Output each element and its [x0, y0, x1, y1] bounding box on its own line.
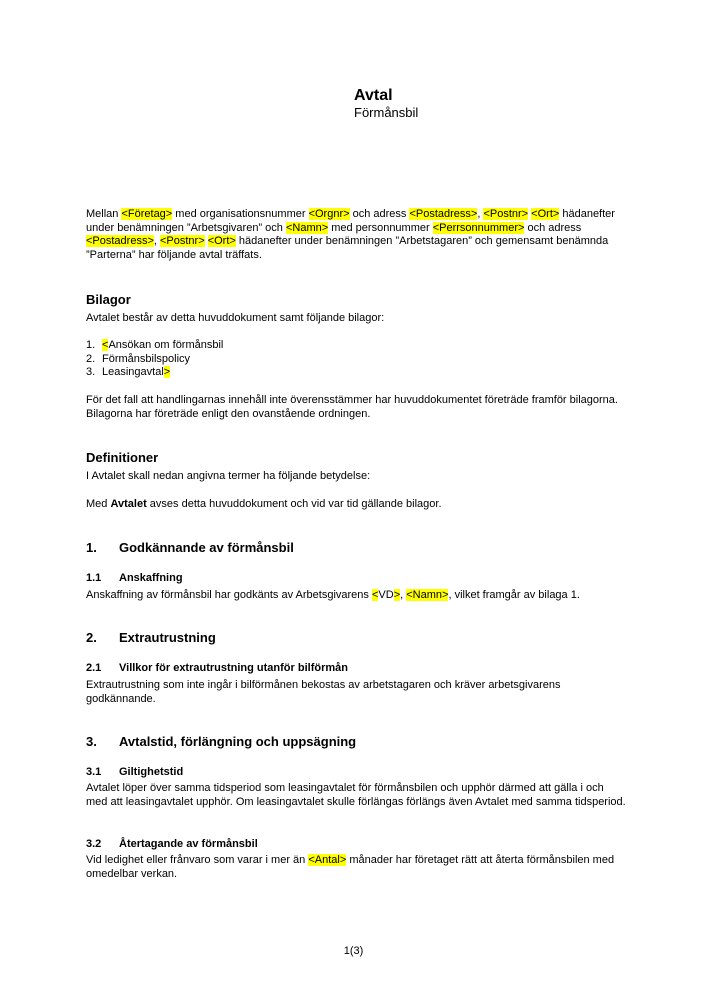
- placeholder-ort: <Ort>: [531, 208, 560, 220]
- definitioner-lead: I Avtalet skall nedan angivna termer ha följande betydelse:: [86, 470, 371, 482]
- section-3-heading: 3. Avtalstid, förlängning och uppsägning: [86, 734, 357, 749]
- bilagor-precedence: För det fall att handlingarnas innehåll inte överensstämmer har huvuddokumentet företräde framför bilagorna. Bilagorna har företräde enligt den ovanstående ordningen.: [86, 394, 618, 420]
- placeholder-namn: <Namn>: [285, 221, 329, 234]
- definition-avtalet: Med Avtalet avses detta huvuddokument och vid var tid gällande bilagor.: [86, 498, 442, 510]
- section-3-2-heading: 3.2 Återtagande av förmånsbil: [86, 838, 258, 850]
- section-2-1-text: Extrautrustning som inte ingår i bilförmånen bekostas av arbetstagaren och kräver arbetsgivarens godkännande.: [86, 679, 561, 705]
- document-subtitle: Förmånsbil: [354, 105, 419, 120]
- definitioner-heading: Definitioner: [86, 450, 159, 465]
- placeholder-postnr: <Postnr>: [160, 235, 205, 248]
- section-2-heading: 2. Extrautrustning: [86, 630, 216, 645]
- placeholder-postnr: <Postnr>: [483, 208, 529, 220]
- list-item: 3. Leasingavtal>: [86, 366, 171, 379]
- placeholder-orgnr: <Orgnr>: [308, 208, 350, 220]
- section-1-1-heading: 1.1 Anskaffning: [86, 572, 183, 584]
- section-3-1-text: Avtalet löper över samma tidsperiod som leasingavtalet för förmånsbilen och upphör därmed att gälla i och med att leasingavtalet upphör. Om leasingavtalet skulle förlängas förlängs även Avtalet med samma tidsperiod.: [86, 782, 626, 808]
- title-block: [354, 86, 418, 121]
- intro-paragraph: Mellan <Företag> med organisationsnummer <Orgnr> och adress <Postadress>, <Postnr> <Ort> hädanefter under benämningen ”Arbetsgivaren” och <Namn> med personnummer <Perrsonnummer> och adress <Postadress>, <Postnr> <Ort> hädanefter under benämningen ”Arbetstagaren” och gemensamt benämnda ”Parterna” har följande avtal träffats.: [86, 208, 615, 261]
- placeholder-personnummer: <Perrsonnummer>: [432, 221, 525, 234]
- section-1-heading: 1. Godkännande av förmånsbil: [86, 540, 294, 555]
- section-3-1-heading: 3.1 Giltighetstid: [86, 766, 184, 778]
- defined-term: Avtalet: [110, 498, 147, 510]
- section-1-1-text: Anskaffning av förmånsbil har godkänts av Arbetsgivarens <VD>, <Namn>, vilket framgår av bilaga 1.: [86, 589, 580, 601]
- document-title: Avtal: [354, 87, 393, 104]
- placeholder-postadress: <Postadress>: [86, 235, 154, 248]
- placeholder-antal: <Antal>: [308, 854, 347, 866]
- list-item: 1. <Ansökan om förmånsbil: [86, 339, 224, 351]
- section-3-2-text: Vid ledighet eller frånvaro som varar i mer än <Antal> månader har företaget rätt att återta förmånsbilen med omedelbar verkan.: [86, 854, 615, 880]
- bilagor-lead: Avtalet består av detta huvuddokument samt följande bilagor:: [86, 312, 385, 324]
- placeholder-ort: <Ort>: [207, 235, 236, 248]
- bilagor-heading: Bilagor: [86, 292, 131, 307]
- placeholder-foretag: <Företag>: [121, 208, 173, 220]
- bilagor-list: [86, 339, 626, 380]
- placeholder-namn: <Namn>: [406, 589, 449, 601]
- list-item: 2. Förmånsbilspolicy: [86, 352, 191, 365]
- section-2-1-heading: 2.1 Villkor för extrautrustning utanför bilförmån: [86, 662, 348, 674]
- page-number: 1(3): [343, 945, 364, 957]
- placeholder-postadress: <Postadress>: [409, 208, 478, 220]
- placeholder-vd: VD: [378, 589, 394, 601]
